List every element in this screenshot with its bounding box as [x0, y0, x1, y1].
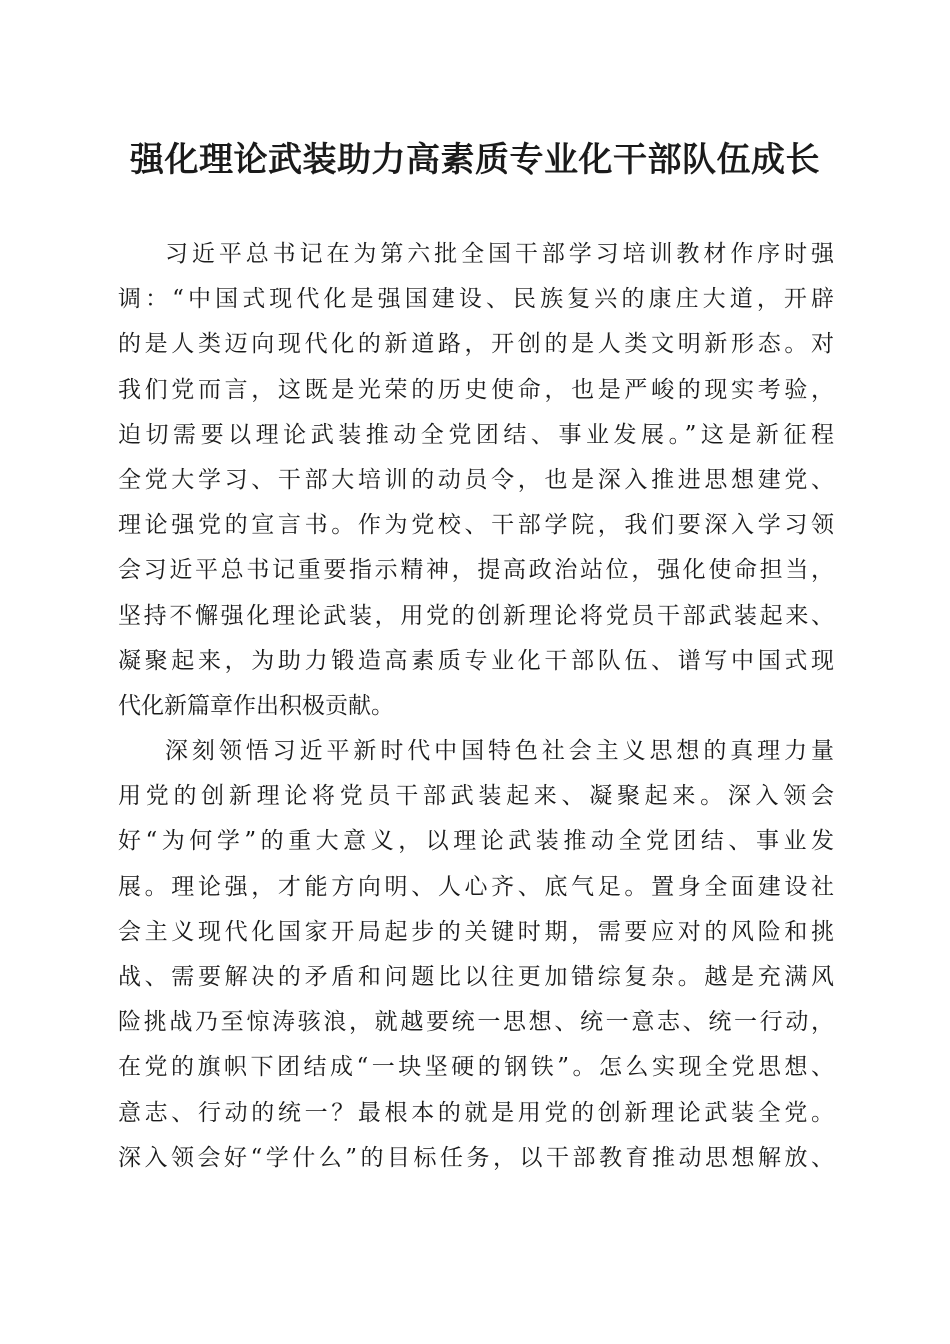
paragraph-1-line: 我们党而言，这既是光荣的历史使命，也是严峻的现实考验，: [118, 376, 834, 403]
paragraph-1-line: 调：“中国式现代化是强国建设、民族复兴的康庄大道，开辟: [118, 286, 834, 313]
paragraph-2-line: 在党的旗帜下团结成“一块坚硬的钢铁”。怎么实现全党思想、: [118, 1054, 834, 1081]
paragraph-1-line: 习近平总书记在为第六批全国干部学习培训教材作序时强: [165, 241, 834, 267]
paragraph-1-line: 凝聚起来，为助力锻造高素质专业化干部队伍、谱写中国式现: [118, 647, 834, 674]
paragraph-1-line: 的是人类迈向现代化的新道路，开创的是人类文明新形态。对: [118, 331, 834, 358]
paragraph-2-line: 好“为何学”的重大意义，以理论武装推动全党团结、事业发: [118, 828, 834, 855]
paragraph-2-line: 深刻领悟习近平新时代中国特色社会主义思想的真理力量: [165, 738, 834, 765]
paragraph-2-line: 展。理论强，才能方向明、人心齐、底气足。置身全面建设社: [118, 873, 834, 900]
paragraph-1-line: 迫切需要以理论武装推动全党团结、事业发展。”这是新征程: [118, 421, 834, 448]
paragraph-2-line: 意志、行动的统一？最根本的就是用党的创新理论武装全党。: [118, 1099, 834, 1126]
paragraph-1-line: 会习近平总书记重要指示精神，提高政治站位，强化使命担当，: [118, 557, 834, 584]
paragraph-2-line: 用党的创新理论将党员干部武装起来、凝聚起来。深入领会: [118, 783, 834, 810]
document-body: [118, 232, 834, 1181]
paragraph-1-line: 理论强党的宣言书。作为党校、干部学院，我们要深入学习领: [118, 512, 834, 539]
paragraph-2-line: 战、需要解决的矛盾和问题比以往更加错综复杂。越是充满风: [118, 964, 834, 990]
paragraph-2-line: 险挑战乃至惊涛骇浪，就越要统一思想、统一意志、统一行动，: [118, 1009, 834, 1036]
document-title: 强化理论武装助力高素质专业化干部队伍成长: [130, 140, 820, 180]
paragraph-1-line: 坚持不懈强化理论武装，用党的创新理论将党员干部武装起来、: [118, 602, 834, 629]
paragraph-1-line: 全党大学习、干部大培训的动员令，也是深入推进思想建党、: [118, 466, 834, 493]
paragraph-1-line: 代化新篇章作出积极贡献。: [118, 692, 394, 719]
paragraph-2-line: 深入领会好“学什么”的目标任务，以干部教育推动思想解放、: [118, 1144, 834, 1171]
paragraph-2-line: 会主义现代化国家开局起步的关键时期，需要应对的风险和挑: [118, 918, 834, 945]
